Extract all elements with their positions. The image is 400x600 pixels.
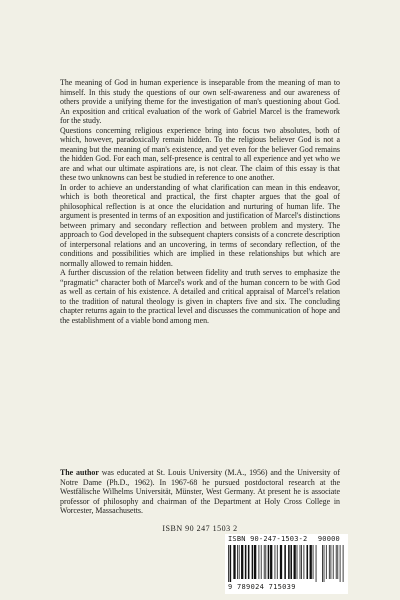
barcode-bar xyxy=(241,545,243,579)
barcode-bar xyxy=(310,545,312,579)
barcode-label xyxy=(225,534,348,594)
barcode-bar xyxy=(264,545,265,579)
blurb-paragraph-2: Questions concerning religious experience bring into focus two absolutes, both of which, however, paradoxically remain hidden. To the religious believer God is not a meaning but the meaning of man's existence, and yet even for the believer God remains the hidden God. For each man, self-presence is central to all experience and yet who we are and what our ultimate aspirations are, is not clear. The claim of this essay is that these two unknowns can best be studied in reference to one another. xyxy=(60,125,340,182)
barcode-bar xyxy=(336,545,337,579)
barcode-bar xyxy=(324,545,325,582)
barcode-bar xyxy=(343,545,344,582)
barcode-bar xyxy=(331,545,332,579)
isbn-number: ISBN 90 247 1503 2 xyxy=(162,524,238,533)
barcode-bar xyxy=(301,545,302,579)
barcode-bar xyxy=(294,545,296,579)
barcode-bar xyxy=(259,545,260,579)
barcode-bar xyxy=(300,545,301,579)
barcode-bar xyxy=(277,545,278,579)
barcode-bar xyxy=(280,545,282,579)
barcode-bar xyxy=(245,545,247,579)
barcode-bar xyxy=(337,545,338,579)
barcode-bar xyxy=(333,545,334,579)
barcode-bar xyxy=(237,545,238,579)
barcode-bar xyxy=(316,545,317,582)
barcode-bar xyxy=(290,545,292,579)
blurb-paragraph-4: A further discussion of the relation between fidelity and truth serves to emphasize the “pragmatic” character both of Marcel's work and of the human concern to be with God as well as certain of his existence. A detailed and critical appraisal of Marcel's relation to the tradition of natural theology is given in chapters five and six. The concluding chapter returns again to the practical level and discusses the communication of hope and the establishment of a viable bond among men. xyxy=(60,268,340,325)
barcode-bar xyxy=(248,545,250,579)
barcode-bar xyxy=(322,545,323,582)
barcode-bar xyxy=(288,545,290,579)
barcode-bar xyxy=(268,545,270,579)
barcode-bar xyxy=(230,545,232,582)
barcode-bar xyxy=(284,545,286,579)
barcode-addon-text: 90000 xyxy=(317,535,340,543)
barcode-bar xyxy=(252,545,254,579)
barcode-bar xyxy=(233,545,235,579)
barcode-digits: 9 789024 715039 xyxy=(228,583,296,591)
barcode-bar xyxy=(228,545,229,582)
barcode-bar xyxy=(270,545,272,579)
ean13-barcode xyxy=(227,545,319,582)
author-bio-text: was educated at St. Louis University (M.A., 1956) and the University of Notre Dame (Ph.D., 1962). In 1967-68 he pursued postdoctoral research at the Westfälische Wilhelms Universität, Münster, West Germany. At present he is associate professor of philosophy and chairman of the Department at Holy Cross College in Worcester, Massachusetts. xyxy=(60,468,340,515)
author-bio xyxy=(60,468,340,516)
cover-blurb xyxy=(60,78,340,325)
barcode-bar xyxy=(313,545,314,579)
barcode-bar xyxy=(265,545,266,579)
barcode-bar xyxy=(297,545,298,579)
price-addon-barcode xyxy=(321,545,345,582)
barcode-bar xyxy=(340,545,341,582)
author-bio-lead: The author xyxy=(60,468,99,477)
barcode-bar xyxy=(239,545,240,579)
barcode-bar xyxy=(261,545,262,579)
barcode-bar xyxy=(304,545,305,579)
barcode-isbn-text: ISBN 90-247-1503-2 xyxy=(228,535,308,543)
barcode-bar xyxy=(329,545,330,579)
barcode-bar xyxy=(275,545,276,579)
blurb-paragraph-1: The meaning of God in human experience is inseparable from the meaning of man to himself. In this study the questions of our own self-awareness and our awareness of others provide a unifying theme for the investigation of man's questioning about God. An exposition and critical evaluation of the work of Gabriel Marcel is the framework for the study. xyxy=(60,78,340,125)
barcode-bar xyxy=(307,545,309,579)
barcode-bar xyxy=(326,545,327,579)
blurb-paragraph-3: In order to achieve an understanding of what clarification can mean in this endeavor, which is both theoretical and practical, the first chapter argues that the goal of philosophical reflection is at once the elucidation and nurturing of human life. The argument is presented in terms of an exposition and justification of Marcel's distinctions between primary and secondary reflection and between problem and mystery. The approach to God developed in the subsequent chapters consists of a concrete description of interpersonal relations and an uncovering, in terms of secondary reflection, of the conditions and possibilities which are implied in these relationships but which are normally allowed to remain hidden. xyxy=(60,182,340,268)
barcode-bar xyxy=(254,545,256,579)
